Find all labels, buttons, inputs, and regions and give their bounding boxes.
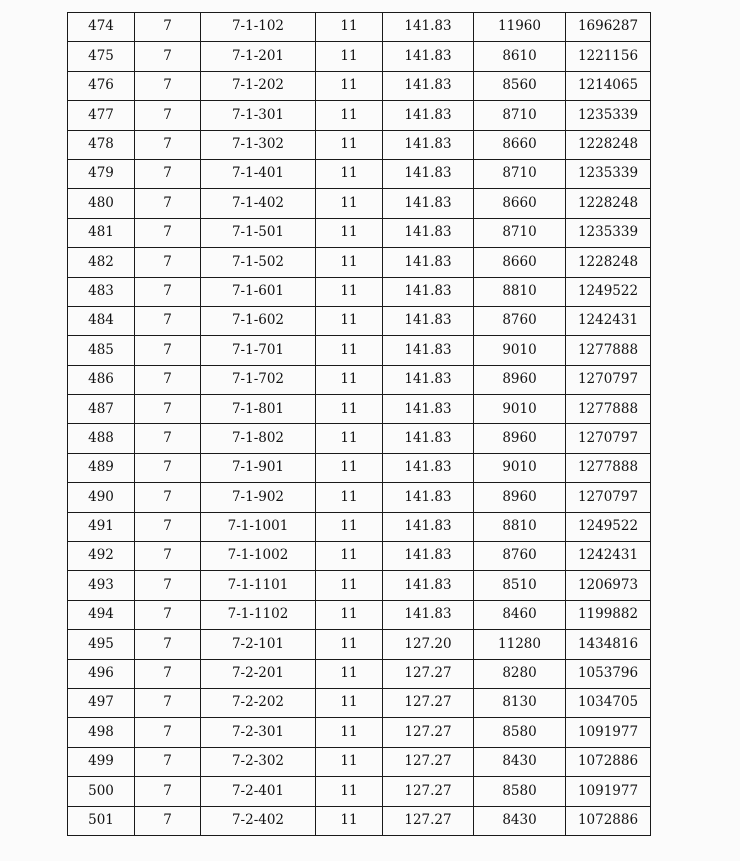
floors-cell: 11 [316,659,383,688]
unit-price-cell: 8660 [474,130,566,159]
building-cell: 7 [135,600,201,629]
total-price-cell: 1091977 [566,777,651,806]
area-cell: 127.27 [383,747,474,776]
table-row [68,130,651,159]
floors-cell: 11 [316,159,383,188]
table-row [68,453,651,482]
building-cell: 7 [135,777,201,806]
unit-price-cell: 8560 [474,71,566,100]
serial-cell: 490 [68,483,135,512]
table-row [68,424,651,453]
table-row [68,42,651,71]
floors-cell: 11 [316,542,383,571]
unit-price-cell: 8580 [474,718,566,747]
unit-number-cell: 7-1-1101 [201,571,316,600]
building-cell: 7 [135,159,201,188]
area-cell: 127.27 [383,688,474,717]
serial-cell: 491 [68,512,135,541]
area-cell: 141.83 [383,101,474,130]
unit-number-cell: 7-1-402 [201,189,316,218]
serial-cell: 500 [68,777,135,806]
table-row [68,630,651,659]
total-price-cell: 1270797 [566,365,651,394]
serial-cell: 494 [68,600,135,629]
total-price-cell: 1696287 [566,13,651,42]
total-price-cell: 1434816 [566,630,651,659]
serial-cell: 493 [68,571,135,600]
total-price-cell: 1270797 [566,424,651,453]
area-cell: 141.83 [383,542,474,571]
area-cell: 141.83 [383,218,474,247]
unit-price-cell: 8660 [474,248,566,277]
area-cell: 141.83 [383,336,474,365]
serial-cell: 487 [68,395,135,424]
building-cell: 7 [135,130,201,159]
total-price-cell: 1206973 [566,571,651,600]
unit-price-cell: 8130 [474,688,566,717]
table-row [68,542,651,571]
total-price-cell: 1053796 [566,659,651,688]
building-cell: 7 [135,630,201,659]
total-price-cell: 1091977 [566,718,651,747]
total-price-cell: 1249522 [566,512,651,541]
table-row [68,101,651,130]
building-cell: 7 [135,483,201,512]
table-row [68,306,651,335]
area-cell: 127.27 [383,806,474,835]
serial-cell: 479 [68,159,135,188]
building-cell: 7 [135,365,201,394]
serial-cell: 484 [68,306,135,335]
table-row [68,483,651,512]
floors-cell: 11 [316,248,383,277]
table-row [68,688,651,717]
total-price-cell: 1221156 [566,42,651,71]
unit-number-cell: 7-1-1002 [201,542,316,571]
table-row [68,365,651,394]
table-row [68,159,651,188]
table-row [68,71,651,100]
serial-cell: 477 [68,101,135,130]
unit-price-cell: 8960 [474,483,566,512]
table-row [68,806,651,835]
unit-price-cell: 8810 [474,277,566,306]
unit-number-cell: 7-2-302 [201,747,316,776]
serial-cell: 486 [68,365,135,394]
unit-number-cell: 7-1-302 [201,130,316,159]
serial-cell: 498 [68,718,135,747]
floors-cell: 11 [316,395,383,424]
building-cell: 7 [135,13,201,42]
floors-cell: 11 [316,13,383,42]
serial-cell: 478 [68,130,135,159]
table-row [68,248,651,277]
building-cell: 7 [135,424,201,453]
floors-cell: 11 [316,512,383,541]
area-cell: 141.83 [383,13,474,42]
building-cell: 7 [135,336,201,365]
unit-price-cell: 8280 [474,659,566,688]
area-cell: 141.83 [383,248,474,277]
unit-price-cell: 11280 [474,630,566,659]
total-price-cell: 1270797 [566,483,651,512]
area-cell: 127.27 [383,718,474,747]
floors-cell: 11 [316,453,383,482]
floors-cell: 11 [316,630,383,659]
unit-price-cell: 8580 [474,777,566,806]
table-row [68,600,651,629]
unit-price-cell: 8660 [474,189,566,218]
table-row [68,512,651,541]
unit-price-cell: 8760 [474,306,566,335]
floors-cell: 11 [316,101,383,130]
building-cell: 7 [135,42,201,71]
table-row [68,277,651,306]
table-row [68,395,651,424]
area-cell: 141.83 [383,71,474,100]
unit-price-cell: 8710 [474,101,566,130]
unit-number-cell: 7-1-501 [201,218,316,247]
floors-cell: 11 [316,718,383,747]
unit-number-cell: 7-1-802 [201,424,316,453]
total-price-cell: 1034705 [566,688,651,717]
area-cell: 141.83 [383,306,474,335]
serial-cell: 474 [68,13,135,42]
table-row [68,189,651,218]
unit-price-cell: 8810 [474,512,566,541]
area-cell: 141.83 [383,159,474,188]
unit-number-cell: 7-1-602 [201,306,316,335]
building-cell: 7 [135,71,201,100]
floors-cell: 11 [316,365,383,394]
floors-cell: 11 [316,71,383,100]
building-cell: 7 [135,542,201,571]
total-price-cell: 1214065 [566,71,651,100]
unit-number-cell: 7-1-202 [201,71,316,100]
total-price-cell: 1072886 [566,806,651,835]
unit-price-cell: 8960 [474,424,566,453]
table-row [68,777,651,806]
table-row [68,747,651,776]
unit-price-cell: 8430 [474,747,566,776]
unit-price-cell: 8760 [474,542,566,571]
serial-cell: 483 [68,277,135,306]
unit-number-cell: 7-1-301 [201,101,316,130]
building-cell: 7 [135,248,201,277]
serial-cell: 497 [68,688,135,717]
floors-cell: 11 [316,777,383,806]
serial-cell: 492 [68,542,135,571]
table-body [68,13,651,836]
total-price-cell: 1242431 [566,306,651,335]
floors-cell: 11 [316,688,383,717]
serial-cell: 495 [68,630,135,659]
area-cell: 141.83 [383,453,474,482]
serial-cell: 485 [68,336,135,365]
table-row [68,571,651,600]
serial-cell: 499 [68,747,135,776]
serial-cell: 488 [68,424,135,453]
floors-cell: 11 [316,424,383,453]
unit-price-cell: 9010 [474,336,566,365]
building-cell: 7 [135,806,201,835]
unit-price-cell: 8510 [474,571,566,600]
unit-number-cell: 7-1-902 [201,483,316,512]
building-cell: 7 [135,101,201,130]
unit-price-cell: 8710 [474,159,566,188]
building-cell: 7 [135,306,201,335]
building-cell: 7 [135,277,201,306]
unit-number-cell: 7-2-202 [201,688,316,717]
total-price-cell: 1235339 [566,159,651,188]
area-cell: 141.83 [383,395,474,424]
unit-price-cell: 8460 [474,600,566,629]
area-cell: 141.83 [383,571,474,600]
unit-number-cell: 7-1-801 [201,395,316,424]
building-cell: 7 [135,512,201,541]
area-cell: 127.27 [383,777,474,806]
area-cell: 141.83 [383,189,474,218]
unit-number-cell: 7-2-402 [201,806,316,835]
unit-number-cell: 7-1-601 [201,277,316,306]
total-price-cell: 1277888 [566,453,651,482]
floors-cell: 11 [316,306,383,335]
building-cell: 7 [135,688,201,717]
unit-price-cell: 8960 [474,365,566,394]
unit-number-cell: 7-2-201 [201,659,316,688]
unit-price-cell: 9010 [474,453,566,482]
total-price-cell: 1228248 [566,248,651,277]
floors-cell: 11 [316,806,383,835]
total-price-cell: 1235339 [566,101,651,130]
unit-number-cell: 7-2-301 [201,718,316,747]
area-cell: 127.27 [383,659,474,688]
building-cell: 7 [135,395,201,424]
serial-cell: 496 [68,659,135,688]
unit-number-cell: 7-1-102 [201,13,316,42]
area-cell: 141.83 [383,365,474,394]
building-cell: 7 [135,747,201,776]
building-cell: 7 [135,659,201,688]
area-cell: 127.20 [383,630,474,659]
area-cell: 141.83 [383,483,474,512]
unit-number-cell: 7-1-1001 [201,512,316,541]
total-price-cell: 1072886 [566,747,651,776]
serial-cell: 480 [68,189,135,218]
total-price-cell: 1228248 [566,130,651,159]
total-price-cell: 1228248 [566,189,651,218]
floors-cell: 11 [316,336,383,365]
unit-number-cell: 7-2-401 [201,777,316,806]
unit-number-cell: 7-1-201 [201,42,316,71]
unit-price-cell: 8610 [474,42,566,71]
area-cell: 141.83 [383,600,474,629]
unit-number-cell: 7-1-401 [201,159,316,188]
building-cell: 7 [135,571,201,600]
total-price-cell: 1199882 [566,600,651,629]
table-row [68,718,651,747]
total-price-cell: 1277888 [566,395,651,424]
building-cell: 7 [135,453,201,482]
serial-cell: 475 [68,42,135,71]
unit-price-cell: 8710 [474,218,566,247]
table-row [68,218,651,247]
area-cell: 141.83 [383,424,474,453]
unit-number-cell: 7-1-702 [201,365,316,394]
floors-cell: 11 [316,189,383,218]
serial-cell: 501 [68,806,135,835]
area-cell: 141.83 [383,512,474,541]
area-cell: 141.83 [383,277,474,306]
total-price-cell: 1249522 [566,277,651,306]
floors-cell: 11 [316,218,383,247]
building-cell: 7 [135,718,201,747]
price-table [67,12,651,836]
floors-cell: 11 [316,747,383,776]
area-cell: 141.83 [383,130,474,159]
unit-price-cell: 9010 [474,395,566,424]
table-row [68,13,651,42]
floors-cell: 11 [316,42,383,71]
unit-number-cell: 7-1-502 [201,248,316,277]
unit-number-cell: 7-2-101 [201,630,316,659]
area-cell: 141.83 [383,42,474,71]
total-price-cell: 1242431 [566,542,651,571]
floors-cell: 11 [316,571,383,600]
unit-number-cell: 7-1-1102 [201,600,316,629]
serial-cell: 481 [68,218,135,247]
unit-price-cell: 11960 [474,13,566,42]
serial-cell: 476 [68,71,135,100]
unit-price-cell: 8430 [474,806,566,835]
serial-cell: 489 [68,453,135,482]
floors-cell: 11 [316,130,383,159]
floors-cell: 11 [316,277,383,306]
building-cell: 7 [135,218,201,247]
floors-cell: 11 [316,483,383,512]
floors-cell: 11 [316,600,383,629]
building-cell: 7 [135,189,201,218]
table-row [68,336,651,365]
total-price-cell: 1235339 [566,218,651,247]
serial-cell: 482 [68,248,135,277]
unit-number-cell: 7-1-701 [201,336,316,365]
unit-number-cell: 7-1-901 [201,453,316,482]
total-price-cell: 1277888 [566,336,651,365]
table-row [68,659,651,688]
